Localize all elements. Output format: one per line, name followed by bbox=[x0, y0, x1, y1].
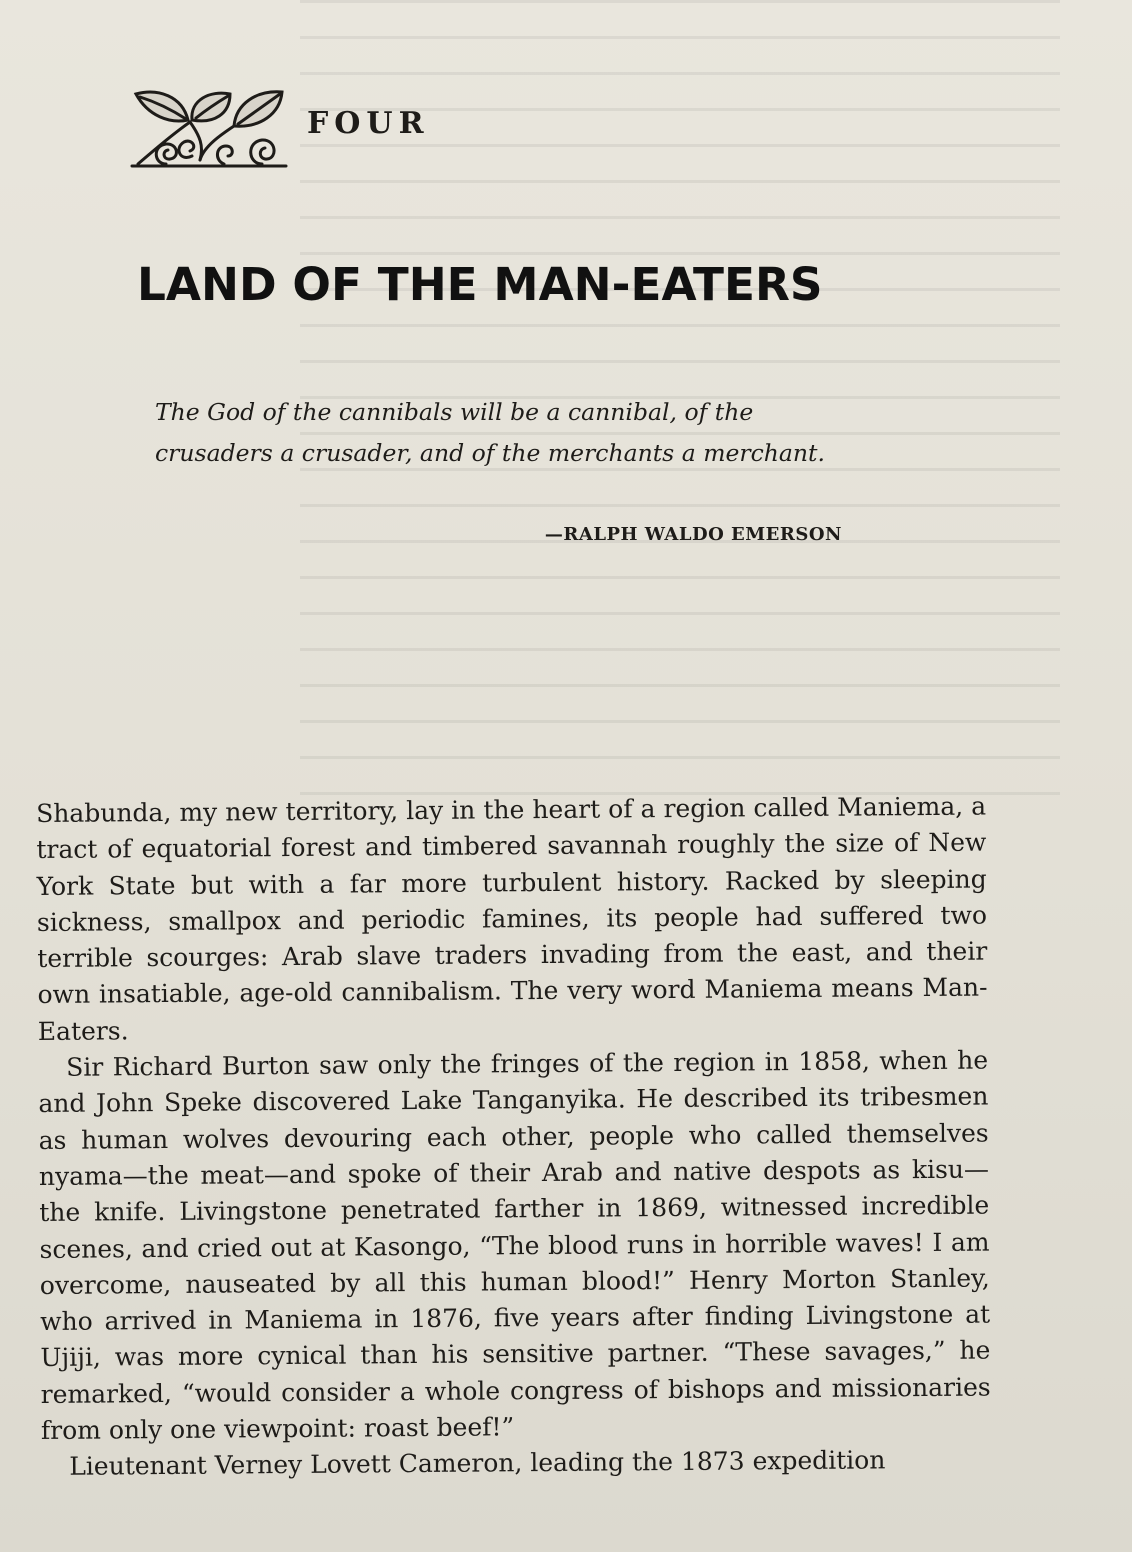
chapter-number: FOUR bbox=[307, 106, 430, 141]
leaf-vine-ornament-icon bbox=[130, 86, 290, 170]
epigraph-attribution: —RALPH WALDO EMERSON bbox=[544, 524, 842, 545]
body-paragraph: Sir Richard Burton saw only the fringes of the region in 1858, when he and John Speke discovered Lake Tanganyika. He described its tribesmen as human wolves devouring each other, people who called themselves nyama—the meat—and spoke of their Arab and native despots as kisu—the knife. Livingstone penetrated farther in 1869, witnessed incredible scenes, and cried out at Kasongo, “The blood runs in horrible waves! I am overcome, nauseated by all this human blood!” Henry Morton Stanley, who arrived in Maniema in 1876, five years after finding Livingstone at Ujiji, was more cynical than his sensitive partner. “These savages,” he remarked, “would consider a whole congress of bishops and missionaries from only one viewpoint: roast beef!” bbox=[38, 1045, 991, 1446]
epigraph-quote: The God of the cannibals will be a cannibal, of the crusaders a crusader, and of the merchants a merchant. bbox=[155, 398, 825, 467]
body-paragraph: Shabunda, my new territory, lay in the heart of a region called Maniema, a tract of equatorial forest and timbered savannah roughly the size of New York State but with a far more turbulent history. Racked by sleeping sickness, smallpox and periodic famines, its people had suffered two terrible scourges: Arab slave traders invading from the east, and their own insatiable, age-old cannibalism. The very word Maniema means Man-Eaters. bbox=[36, 791, 988, 1046]
body-text bbox=[36, 789, 991, 1486]
body-paragraph: Lieutenant Verney Lovett Cameron, leading the 1873 expedition bbox=[69, 1445, 886, 1482]
chapter-title: LAND OF THE MAN-EATERS bbox=[137, 258, 823, 311]
